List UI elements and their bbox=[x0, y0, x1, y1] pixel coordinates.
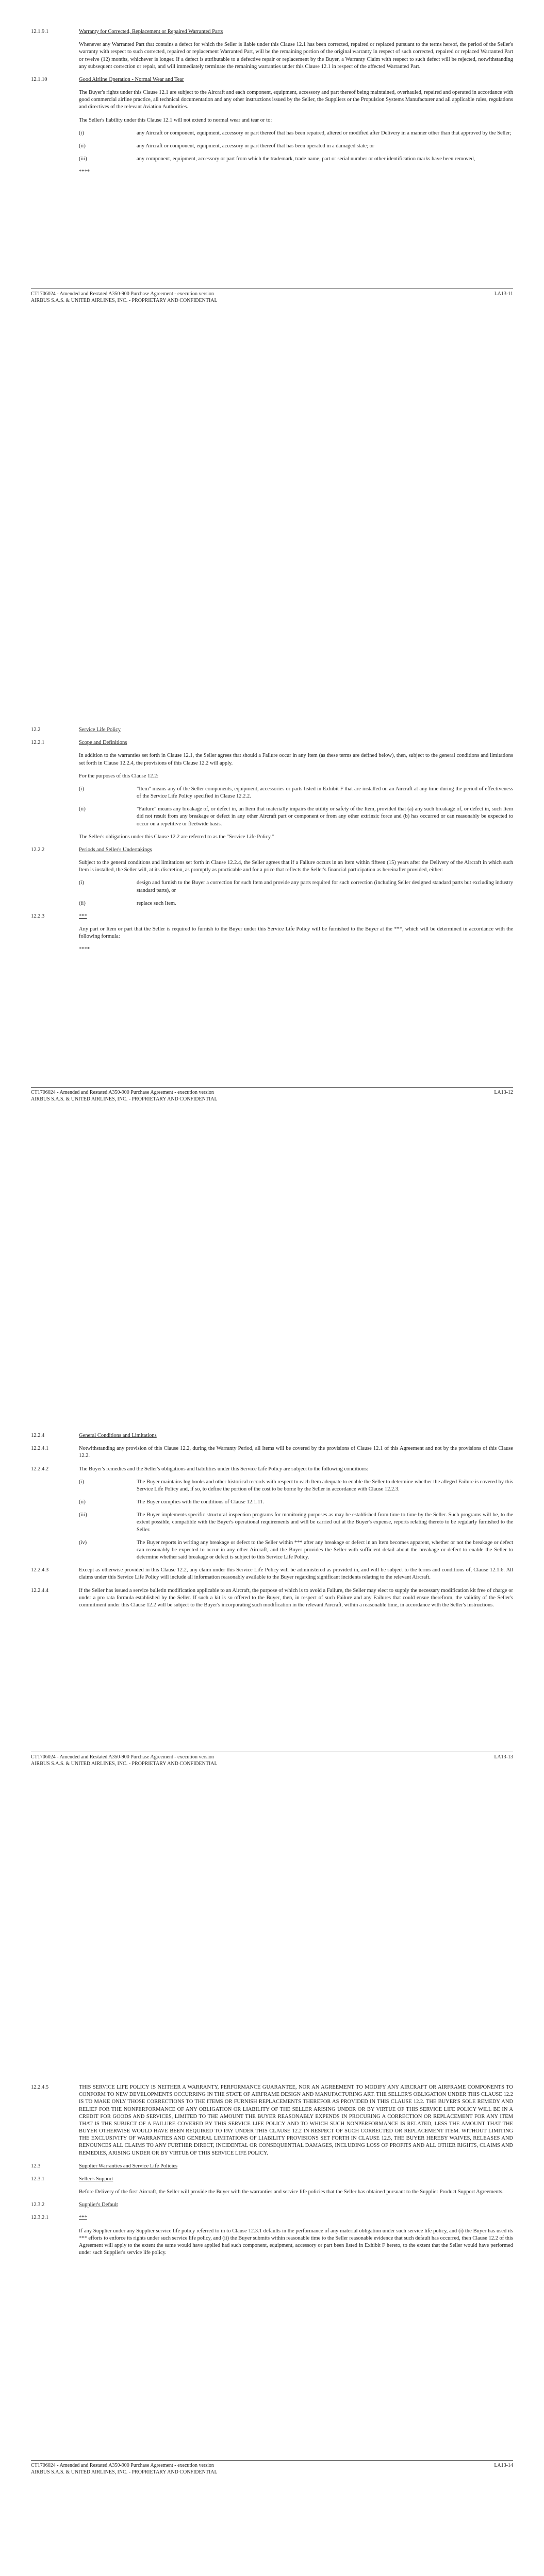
clause-number: 12.2.1 bbox=[31, 740, 45, 746]
clause-12-2-4-2 bbox=[31, 1466, 513, 1473]
clause-title: Warranty for Corrected, Replacement or Repaired Warranted Parts bbox=[79, 29, 223, 35]
list-text: any component, equipment, accessory or part from which the trademark, trade name, part or serial number or other identification marks have been removed, bbox=[137, 156, 475, 162]
clause-title: *** bbox=[79, 2215, 87, 2221]
clause-text: Whenever any Warranted Part that contains a defect for which the Seller is liable under this Clause 12.1 has been corrected, repaired or replaced pursuant to the terms hereof, the period of the Seller's warranty with respect to such corrected, repaired or replacement Warranted Part, will be the remaining portion of the original warranty in respect of such corrected, repaired or replaced Warranted Part or twelve (12) months, whichever is longer. If a defect is attributable to a defective repair or replacement by the Buyer, a Warranty Claim with respect to such defect will be rejected, notwithstanding any subsequent correction or repair, and will immediately terminate the remaining warranties under this Clause 12.1 in respect of the affected Warranted Part. bbox=[79, 42, 513, 70]
list-label: (ii) bbox=[79, 1499, 86, 1505]
footer-page-ref: LA13-13 bbox=[494, 1754, 513, 1760]
list-text: The Buyer maintains log books and other historical records with respect to each Item adequate to enable the Seller to determine whether the alleged Failure is covered by this Service Life Policy and, if so, to define the portion of the cost to be borne by the Seller in accordance with Clause 12.2.3. bbox=[137, 1479, 513, 1492]
list-item bbox=[31, 1499, 513, 1506]
clause-12-2-4-5 bbox=[31, 2084, 513, 2157]
clause-number: 12.2.2 bbox=[31, 846, 45, 853]
clause-title: General Conditions and Limitations bbox=[79, 1433, 157, 1438]
clause-12-2-4 bbox=[31, 1432, 513, 1439]
clause-text: Subject to the general conditions and limitations set forth in Clause 12.2.4, the Seller agrees that if a Failure occurs in an Item within fifteen (15) years after the Delivery of the Aircraft in which such Item is installed, the Seller will, at its discretion, as promptly as practicable and for a price that reflects the Seller's financial participation as hereinafter provided, either: bbox=[79, 860, 513, 873]
list-text: "Failure" means any breakage of, or defect in, an Item that materially impairs the utility or safety of the Item, provided that (a) any such breakage of, or defect in, such Item did not result from any breakage or defect in any other Aircraft part or component or from any other extrinsic force and (b) has occurred or can reasonably be expected to occur on a repetitive or fleetwide basis. bbox=[137, 806, 513, 827]
clause-text: In addition to the warranties set forth in Clause 12.1, the Seller agrees that should a Failure occur in any Item (as these terms are defined below), then, subject to the general conditions and limitations set forth in Clause 12.2.4, the provisions of this Clause 12.2 will apply. bbox=[79, 753, 513, 766]
clause-12-3-1 bbox=[31, 2176, 513, 2183]
clause-number: 12.2.4.5 bbox=[31, 2084, 49, 2090]
clause-title: Scope and Definitions bbox=[79, 740, 127, 746]
clause-number: 12.3.1 bbox=[31, 2176, 45, 2182]
footer-doc-line: CT1706024 - Amended and Restated A350-900 Purchase Agreement - execution version bbox=[31, 2463, 214, 2468]
clause-text: The Seller's obligations under this Clause 12.2 are referred to as the "Service Life Policy." bbox=[79, 834, 274, 840]
page-footer-4 bbox=[31, 2460, 513, 2476]
list-item bbox=[31, 1479, 513, 1493]
clause-12-2-4-4 bbox=[31, 1587, 513, 1609]
list-text: The Buyer complies with the conditions of Clause 12.1.11. bbox=[137, 1499, 265, 1505]
clause-12-2-4-3 bbox=[31, 1567, 513, 1581]
footer-confidential-line: AIRBUS S.A.S. & UNITED AIRLINES, INC. - PROPRIETARY AND CONFIDENTIAL bbox=[31, 1760, 218, 1767]
footer-page-ref: LA13-12 bbox=[494, 1090, 513, 1095]
list-label: (ii) bbox=[79, 900, 86, 906]
footer-doc-line: CT1706024 - Amended and Restated A350-900 Purchase Agreement - execution version bbox=[31, 1754, 214, 1760]
document-page-3 bbox=[0, 1432, 544, 1615]
list-text: design and furnish to the Buyer a correction for such Item and provide any parts required for such correction (including Seller designed standard parts but excluding industry standard parts), or bbox=[137, 880, 513, 893]
list-label: (iii) bbox=[79, 1512, 87, 1518]
clause-number: 12.2.4.4 bbox=[31, 1587, 49, 1594]
clause-text: Notwithstanding any provision of this Clause 12.2, during the Warranty Period, all Items will be covered by the provisions of Clause 12.1 of this Agreement and not by the provisions of this Clause 12.2. bbox=[79, 1446, 513, 1459]
clause-title: Seller's Support bbox=[79, 2176, 113, 2182]
page-footer-3 bbox=[31, 1752, 513, 1767]
list-label: (i) bbox=[79, 1479, 84, 1485]
list-label: (ii) bbox=[79, 143, 86, 149]
clause-title: Supplier Warranties and Service Life Policies bbox=[79, 2163, 178, 2169]
document-page-2 bbox=[0, 726, 544, 954]
clause-text: For the purposes of this Clause 12.2: bbox=[79, 773, 159, 779]
clause-12-3 bbox=[31, 2163, 513, 2170]
clause-12-2-1 bbox=[31, 739, 513, 747]
list-text: replace such Item. bbox=[137, 900, 176, 906]
list-item bbox=[31, 1539, 513, 1562]
list-text: any Aircraft or component, equipment, accessory or part thereof that has been operated in a damaged state; or bbox=[137, 143, 374, 149]
clause-number: 12.2.4 bbox=[31, 1433, 45, 1438]
clause-text: Any part or Item or part that the Seller is required to furnish to the Buyer under this Service Life Policy will be furnished to the Buyer at the ***, which will be determined in accordance with the following formula: bbox=[79, 926, 513, 940]
list-text: The Buyer implements specific structural inspection programs for monitoring purposes as may be established from time to time by the Seller. Such programs will be, to the extent possible, compatible with the Buyer's operational requirements and will be carried out at the Buyer's expense, reports relating thereto to be regularly furnished to the Seller. bbox=[137, 1512, 513, 1533]
list-item bbox=[31, 806, 513, 828]
redaction-stars: **** bbox=[79, 169, 90, 175]
clause-number: 12.2.3 bbox=[31, 913, 45, 919]
list-item bbox=[31, 143, 513, 150]
document-page-1 bbox=[0, 28, 544, 176]
clause-number: 12.2.4.3 bbox=[31, 1567, 49, 1573]
footer-confidential-line: AIRBUS S.A.S. & UNITED AIRLINES, INC. - PROPRIETARY AND CONFIDENTIAL bbox=[31, 2469, 218, 2475]
footer-doc-line: CT1706024 - Amended and Restated A350-900 Purchase Agreement - execution version bbox=[31, 291, 214, 297]
list-text: "Item" means any of the Seller components, equipment, accessories or parts listed in Exhibit F that are installed on an Aircraft at any time during the period of effectiveness of the Service Life Policy specified in Clause 12.2.2. bbox=[137, 786, 513, 800]
clause-12-2-4-1 bbox=[31, 1445, 513, 1460]
clause-12-1-9-1 bbox=[31, 28, 513, 36]
clause-text: Before Delivery of the first Aircraft, the Seller will provide the Buyer with the warranties and service life policies that the Seller has obtained pursuant to the Supplier Product Support Agreements. bbox=[79, 2189, 504, 2195]
list-item bbox=[31, 900, 513, 907]
footer-confidential-line: AIRBUS S.A.S. & UNITED AIRLINES, INC. - PROPRIETARY AND CONFIDENTIAL bbox=[31, 297, 218, 303]
clause-title: Good Airline Operation - Normal Wear and Tear bbox=[79, 76, 184, 82]
list-label: (ii) bbox=[79, 806, 86, 812]
clause-text: The Buyer's rights under this Clause 12.1 are subject to the Aircraft and each component, equipment, accessory and part thereof being maintained, overhauled, repaired and operated in accordance with good commercial airline practice, all technical documentation and any other instructions issued by the Seller, the Suppliers or the Propulsion Systems Manufacturer and all applicable rules, regulations and directives of the relevant Aviation Authorities. bbox=[79, 90, 513, 110]
list-item bbox=[31, 1512, 513, 1534]
clause-title: Periods and Seller's Undertakings bbox=[79, 846, 152, 853]
clause-12-1-10 bbox=[31, 76, 513, 83]
clause-text: Except as otherwise provided in this Clause 12.2, any claim under this Service Life Policy will be administered as provided in, and will be subject to the terms and conditions of, Clause 12.1.6. All claims under this Service Life Policy will include all information reasonably available to the Buyer regarding significant incidents relating to the relevant Aircraft. bbox=[79, 1567, 513, 1581]
footer-page-ref: LA13-14 bbox=[494, 2463, 513, 2468]
clause-title: Service Life Policy bbox=[79, 727, 121, 733]
footer-page-ref: LA13-11 bbox=[494, 291, 513, 297]
clause-12-3-2-1 bbox=[31, 2214, 513, 2222]
document-page-4 bbox=[0, 2084, 544, 2262]
clause-number: 12.1.9.1 bbox=[31, 29, 49, 35]
clause-text: The Buyer's remedies and the Seller's obligations and liabilities under this Service Life Policy are subject to the following conditions: bbox=[79, 1466, 369, 1472]
clause-number: 12.1.10 bbox=[31, 76, 47, 82]
list-label: (i) bbox=[79, 880, 84, 886]
list-label: (i) bbox=[79, 130, 84, 136]
clause-12-3-2 bbox=[31, 2201, 513, 2209]
page-footer-1 bbox=[31, 289, 513, 304]
list-label: (i) bbox=[79, 786, 84, 792]
clause-number: 12.2.4.1 bbox=[31, 1446, 49, 1452]
clause-number: 12.3 bbox=[31, 2163, 41, 2169]
clause-12-2-3 bbox=[31, 913, 513, 920]
list-label: (iii) bbox=[79, 156, 87, 162]
footer-confidential-line: AIRBUS S.A.S. & UNITED AIRLINES, INC. - PROPRIETARY AND CONFIDENTIAL bbox=[31, 1096, 218, 1102]
list-label: (iv) bbox=[79, 1539, 87, 1546]
clause-number: 12.3.2.1 bbox=[31, 2215, 49, 2221]
page-footer-2 bbox=[31, 1087, 513, 1103]
clause-number: 12.3.2 bbox=[31, 2202, 45, 2208]
list-item bbox=[31, 879, 513, 894]
list-item bbox=[31, 786, 513, 800]
list-item bbox=[31, 130, 513, 137]
list-text: The Buyer reports in writing any breakage or defect to the Seller within *** after any breakage or defect in an Item becomes apparent, whether or not the breakage or defect can reasonably be expected to occur in any other Aircraft, and the Buyer provides the Seller with sufficient detail about the breakage or defect to enable the Seller to determine whether said breakage or defect is subject to this Service Life Policy. bbox=[137, 1539, 513, 1561]
clause-text: If the Seller has issued a service bulletin modification applicable to an Aircraft, the purpose of which is to avoid a Failure, the Seller may elect to supply the necessary modification kit free of charge or under a pro rata formula established by the Seller. If such a kit is so offered to the Buyer, then, in respect of such Failure and any Failures that could ensue therefrom, the validity of the Seller's commitment under this Clause 12.2 will be subject to the Buyer's incorporating such modification in the relevant Aircraft, within a reasonable time, in accordance with the Seller's instructions. bbox=[79, 1587, 513, 1608]
list-item bbox=[31, 156, 513, 163]
footer-doc-line: CT1706024 - Amended and Restated A350-900 Purchase Agreement - execution version bbox=[31, 1090, 214, 1095]
clause-number: 12.2 bbox=[31, 727, 41, 733]
clause-title: Supplier's Default bbox=[79, 2202, 118, 2208]
clause-text: The Seller's liability under this Clause 12.1 will not extend to normal wear and tear or to: bbox=[79, 117, 272, 123]
clause-12-2-2 bbox=[31, 846, 513, 854]
list-text: any Aircraft or component, equipment, accessory or part thereof that has been repaired, altered or modified after Delivery in a manner other than that approved by the Seller; bbox=[137, 130, 512, 136]
clause-12-2 bbox=[31, 726, 513, 734]
clause-title: *** bbox=[79, 913, 87, 919]
clause-text: If any Supplier under any Supplier service life policy referred to in to Clause 12.3.1 defaults in the performance of any material obligation under such service life policy, and (i) the Buyer has used its *** efforts to enforce its rights under such service life policy, and (ii) the Buyer submits within reasonable time to the Seller reasonable evidence that such default has occurred, then Clause 12.2 of this Agreement will apply to the extent the same would have applied had such component, equipment, accessory or part been listed in Exhibit F hereto, to the extent that the Seller would have performed under such Supplier's service life policy. bbox=[79, 2228, 513, 2256]
clause-text: THIS SERVICE LIFE POLICY IS NEITHER A WARRANTY, PERFORMANCE GUARANTEE, NOR AN AGREEMENT TO MODIFY ANY AIRCRAFT OR AIRFRAME COMPONENTS TO CONFORM TO NEW DEVELOPMENTS OCCURRING IN THE STATE OF AIRFRAME DESIGN AND MANUFACTURING ART. THE SELLER'S OBLIGATION UNDER THIS CLAUSE 12.2 IS TO MAKE ONLY THOSE CORRECTIONS TO THE ITEMS OR FURNISH REPLACEMENTS THEREFOR AS PROVIDED IN THIS CLAUSE 12.2. THE BUYER'S SOLE REMEDY AND RELIEF FOR THE NONPERFORMANCE OF ANY OBLIGATION OR LIABILITY OF THE SELLER ARISING UNDER OR BY VIRTUE OF THIS SERVICE LIFE POLICY WILL BE IN A CREDIT FOR GOODS AND SERVICES, LIMITED TO THE AMOUNT THE BUYER REASONABLY EXPENDS IN PROCURING A CORRECTION OR REPLACEMENT FOR ANY ITEM THAT IS THE SUBJECT OF A FAILURE COVERED BY THIS SERVICE LIFE POLICY AND TO WHICH SUCH NONPERFORMANCE IS RELATED, LESS THE AMOUNT THAT THE BUYER OTHERWISE WOULD HAVE BEEN REQUIRED TO PAY UNDER THIS CLAUSE 12.2 IN RESPECT OF SUCH CORRECTED OR REPLACEMENT ITEM. WITHOUT LIMITING THE EXCLUSIVITY OF WARRANTIES AND GENERAL LIMITATIONS OF LIABILITY PROVISIONS SET FORTH IN CLAUSE 12.5, THE BUYER HEREBY WAIVES, RELEASES AND RENOUNCES ALL CLAIMS TO ANY FURTHER DIRECT, INCIDENTAL OR CONSEQUENTIAL DAMAGES, INCLUDING LOSS OF PROFITS AND ALL OTHER RIGHTS, CLAIMS AND REMEDIES, ARISING UNDER OR BY VIRTUE OF THIS SERVICE LIFE POLICY. bbox=[79, 2084, 513, 2156]
clause-number: 12.2.4.2 bbox=[31, 1466, 49, 1472]
redaction-stars: **** bbox=[79, 946, 90, 953]
